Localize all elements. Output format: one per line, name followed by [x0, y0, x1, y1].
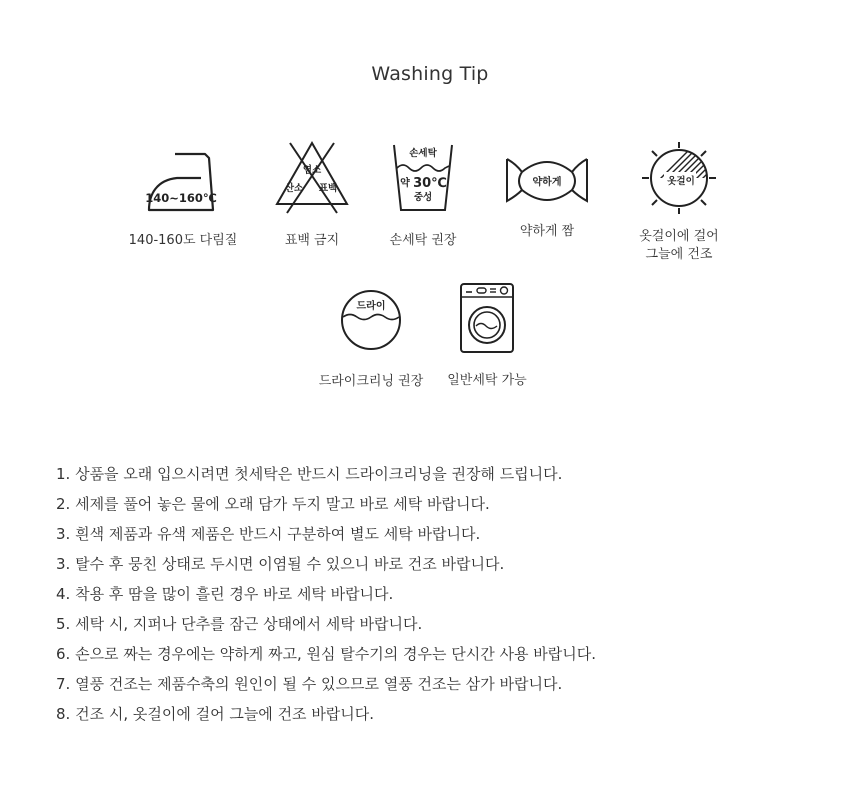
- dry-clean-icon: [336, 287, 406, 353]
- care-item-shade-dry: [599, 140, 759, 264]
- hand-wash-mild-text: 약: [400, 178, 410, 189]
- dry-clean-text: 드라이: [356, 301, 386, 312]
- care-label-iron: 140-160도 다림질: [128, 233, 238, 248]
- bleach-oxygen-text: 산소: [284, 183, 304, 194]
- gentle-wring-icon: [504, 154, 590, 210]
- page-title: Washing Tip: [371, 63, 489, 85]
- care-label-shade-dry: 옷걸이에 걸어 그늘에 건조: [639, 229, 719, 262]
- list-item: 3. 탈수 후 뭉친 상태로 두시면 이염될 수 있으니 바로 건조 바랍니다.: [56, 555, 505, 573]
- list-item: 6. 손으로 짜는 경우에는 약하게 짜고, 원심 탈수기의 경우는 단시간 사용 바랍니다.: [56, 645, 596, 663]
- no-bleach-icon: [272, 140, 352, 216]
- list-item: 7. 열풍 건조는 제품수축의 원인이 될 수 있으므로 열풍 건조는 삼가 바랍니다.: [56, 675, 563, 693]
- shade-dry-hanger-icon: [639, 140, 719, 216]
- hand-wash-neutral-text: 중성: [413, 192, 433, 203]
- care-label-dry-clean: 드라이크리닝 권장: [318, 374, 424, 389]
- care-label-machine-wash: 일반세탁 가능: [447, 373, 527, 388]
- care-item-machine-wash: [407, 282, 567, 390]
- care-label-hand-wash: 손세탁 권장: [389, 233, 457, 248]
- list-item: 3. 흰색 제품과 유색 제품은 반드시 구분하여 별도 세탁 바랍니다.: [56, 525, 481, 543]
- list-item: 5. 세탁 시, 지퍼나 단추를 잠근 상태에서 세탁 바랍니다.: [56, 615, 423, 633]
- hand-wash-top-text: 손세탁: [409, 148, 437, 159]
- list-item: 2. 세제를 풀어 놓은 물에 오래 담가 두지 말고 바로 세탁 바랍니다.: [56, 495, 490, 513]
- care-label-gentle-wring: 약하게 짬: [519, 224, 575, 239]
- list-item: 1. 상품을 오래 입으시려면 첫세탁은 반드시 드라이크리닝을 권장해 드립니다.: [56, 465, 563, 483]
- care-label-no-bleach: 표백 금지: [284, 233, 340, 248]
- washing-notes-list: [56, 459, 596, 729]
- bleach-text: 표백: [318, 183, 338, 194]
- hand-wash-icon: [383, 140, 463, 216]
- list-item: 8. 건조 시, 옷걸이에 걸어 그늘에 건조 바랍니다.: [56, 705, 375, 723]
- washing-machine-icon: [457, 282, 517, 354]
- hanger-text: 옷걸이: [667, 176, 695, 187]
- hand-wash-temp-text: 30℃: [413, 176, 447, 191]
- wring-text: 약하게: [532, 177, 562, 188]
- list-item: 4. 착용 후 땀을 많이 흘린 경우 바로 세탁 바랍니다.: [56, 585, 394, 603]
- iron-temp-text: 140~160℃: [145, 191, 217, 205]
- bleach-chlorine-text: 염소: [302, 165, 322, 176]
- iron-icon: [143, 148, 223, 218]
